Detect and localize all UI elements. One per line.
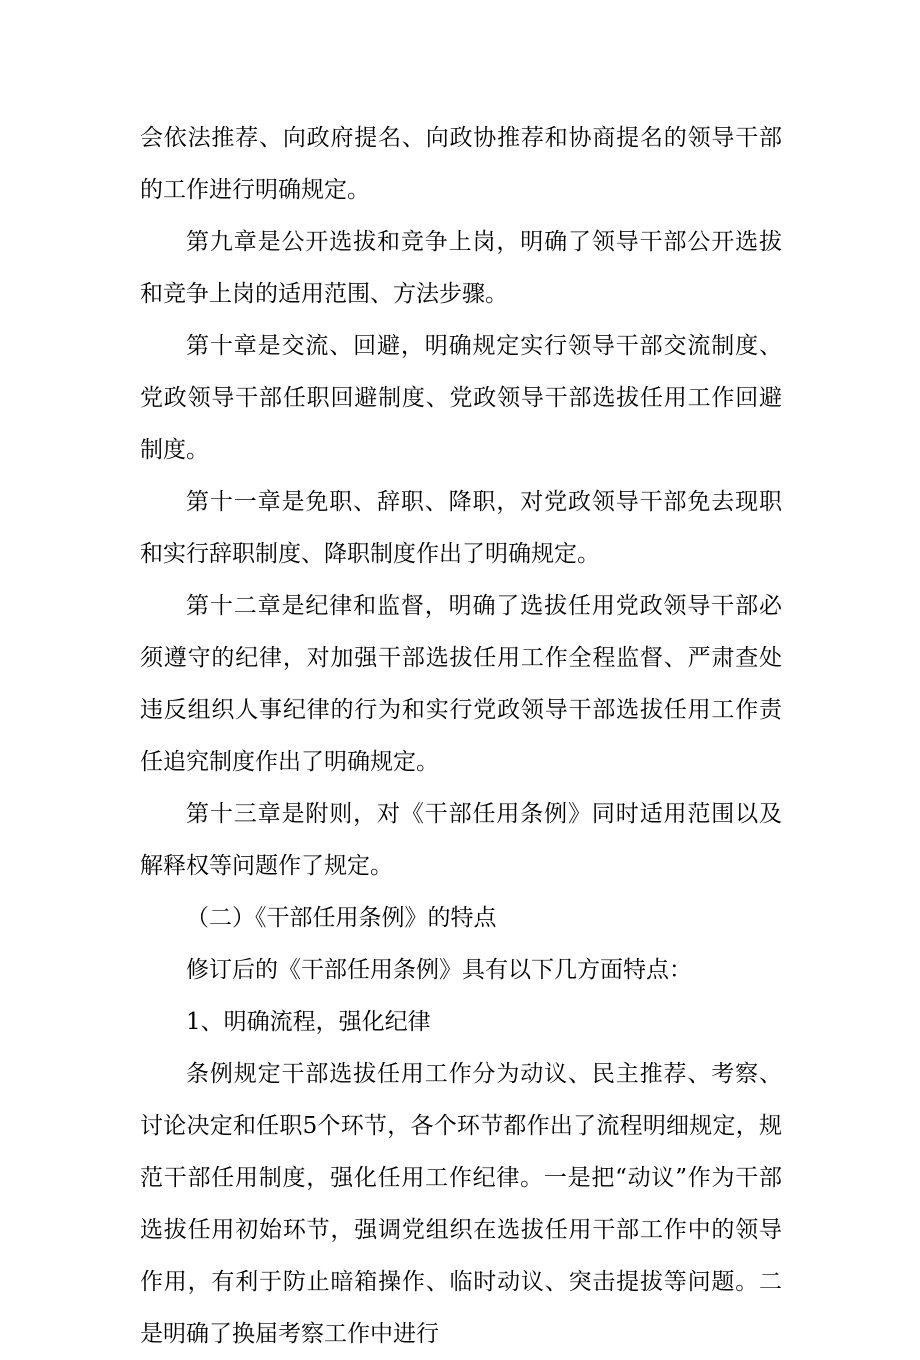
paragraph-process-details: 条例规定干部选拔任用工作分为动议、民主推荐、考察、讨论决定和任职5个环节，各个环节都作出了流程明细规定，规范干部任用制度，强化任用工作纪律。一是把“动议”作为干部选拔任用初始环节，强调党组织在选拔任用干部工作中的领导作用，有利于防止暗箱操作、临时动议、突击提拔等问题。二是明确了换届考察工作中进行 xyxy=(140,1061,782,1347)
paragraph-features-intro: 修订后的《干部任用条例》具有以下几方面特点： xyxy=(186,957,692,983)
paragraph-chapter-11: 第十一章是免职、辞职、降职，对党政领导干部免去现职和实行辞职制度、降职制度作出了明确规定。 xyxy=(140,489,782,567)
paragraph-chapter-13: 第十三章是附则，对《干部任用条例》同时适用范围以及解释权等问题作了规定。 xyxy=(140,801,782,879)
paragraph-chapter-12: 第十二章是纪律和监督，明确了选拔任用党政领导干部必须遵守的纪律，对加强干部选拔任用工作全程监督、严肃查处违反组织人事纪律的行为和实行党政领导干部选拔任用工作责任追究制度作出了明确规定。 xyxy=(140,593,782,775)
document-body xyxy=(140,112,782,1360)
paragraph-chapter-10: 第十章是交流、回避，明确规定实行领导干部交流制度、党政领导干部任职回避制度、党政领导干部选拔任用工作回避制度。 xyxy=(140,333,782,463)
paragraph-continuation: 会依法推荐、向政府提名、向政协推荐和协商提名的领导干部的工作进行明确规定。 xyxy=(140,125,782,203)
section-heading-features: （二）《干部任用条例》的特点 xyxy=(186,905,497,931)
paragraph-chapter-9: 第九章是公开选拔和竞争上岗，明确了领导干部公开选拔和竞争上岗的适用范围、方法步骤。 xyxy=(140,229,782,307)
subheading-process-discipline: 1、明确流程，强化纪律 xyxy=(186,1009,431,1035)
